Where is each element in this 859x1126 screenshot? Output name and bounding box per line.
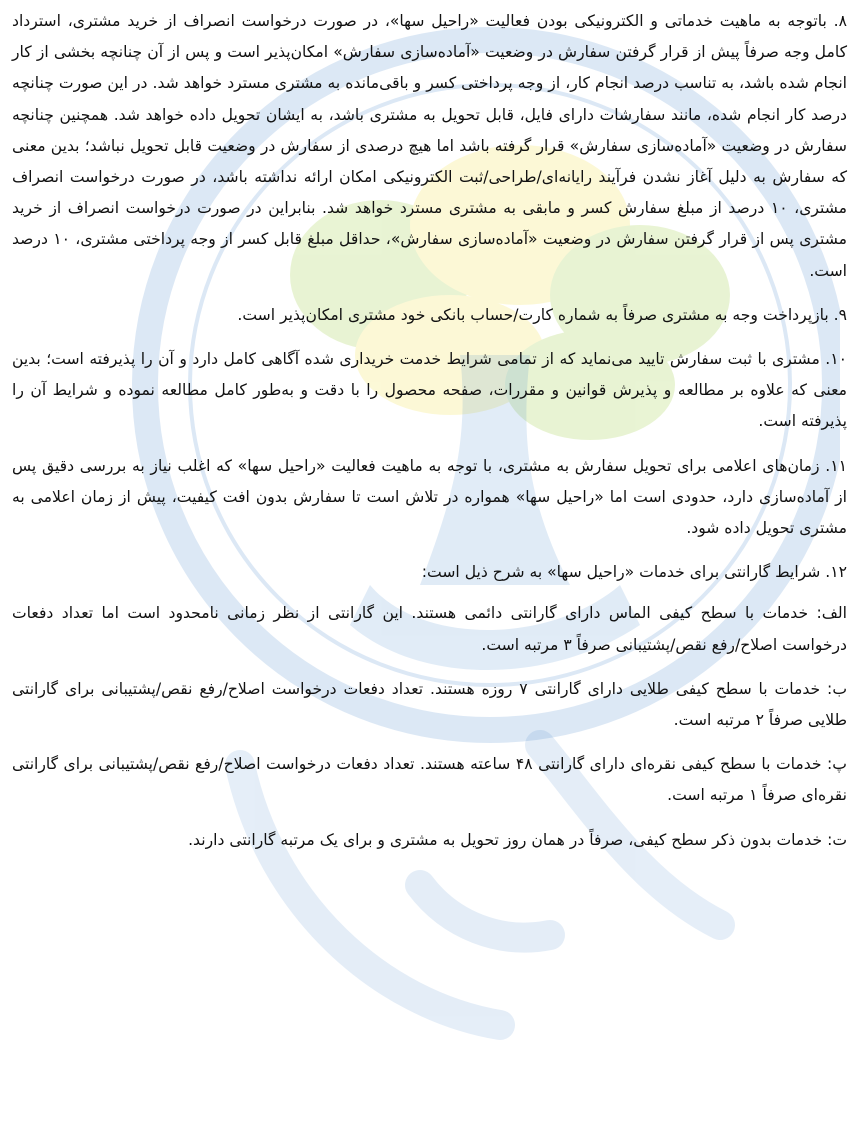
warranty-clause-alef: الف: خدمات با سطح کیفی الماس دارای گارانتی دائمی هستند. این گارانتی از نظر زمانی نامحدود است اما تعداد دفعات درخواست اصلاح/رفع نقص/پشتیبانی صرفاً ۳ مرتبه است. — [12, 604, 847, 654]
warranty-clause-pe: پ: خدمات با سطح کیفی نقره‌ای دارای گارانتی ۴۸ ساعته هستند. تعداد دفعات درخواست اصلاح/رفع نقص/پشتیبانی برای گارانتی نقره‌ای صرفاً ۱ مرتبه است. — [12, 755, 847, 805]
warranty-clause-te: ت: خدمات بدون ذکر سطح کیفی، صرفاً در همان روز تحویل به مشتری و برای یک مرتبه گارانتی دارند. — [188, 830, 847, 849]
terms-clause-8: ۸. باتوجه به ماهیت خدماتی و الکترونیکی بودن فعالیت «راحیل سها»، در صورت درخواست انصراف از خرید مشتری، استرداد کامل وجه صرفاً پیش از قرار گرفتن سفارش در وضعیت «آماده‌سازی سفارش» امکان‌پذیر است و پس از آن چنانچه بخشی از کار انجام شده باشد، به تناسب درصد انجام کار، از وجه پرداختی کسر و باقی‌مانده به مشتری مسترد خواهد شد. در این صورت چنانچه درصد کار انجام شده، مانند سفارشات دارای فایل، قابل تحویل به مشتری باشد، به ایشان تحویل داده خواهد شد. همچنین چنانچه سفارش در وضعیت «آماده‌سازی سفارش» قرار گرفته باشد اما هیچ درصدی از سفارش در وضعیت قابل تحویل نباشد؛ بدین معنی که سفارش به دلیل آغاز نشدن فرآیند رایانه‌ای/طراحی/ثبت الکترونیکی امکان ارائه نداشته باشد، در صورت درخواست انصراف مشتری، ۱۰ درصد از مبلغ سفارش کسر و مابقی به مشتری مسترد خواهد شد. بنابراین در صورت درخواست انصراف از خرید مشتری پس از قرار گرفتن سفارش در وضعیت «آماده‌سازی سفارش»، حداقل مبلغ قابل کسر از وجه پرداختی مشتری، ۱۰ درصد است. — [12, 12, 847, 280]
terms-clause-11: ۱۱. زمان‌های اعلامی برای تحویل سفارش به مشتری، با توجه به ماهیت فعالیت «راحیل سها» که اغلب نیاز به بررسی دقیق پس از آماده‌سازی دارد، حدودی است اما «راحیل سها» همواره در تلاش است تا سفارش بدون افت کیفیت، پیش از زمان اعلامی به مشتری تحویل داده شود. — [12, 456, 847, 538]
terms-clause-12-heading: ۱۲. شرایط گارانتی برای خدمات «راحیل سها» به شرح ذیل است: — [421, 563, 847, 582]
terms-clause-10: ۱۰. مشتری با ثبت سفارش تایید می‌نماید که از تمامی شرایط خدمت خریداری شده آگاهی کامل دارد و آن را پذیرفته است؛ بدین معنی که علاوه بر مطالعه و پذیرش قوانین و مقررات، صفحه محصول را با دقت و به‌طور کامل مطالعه نموده و شرایط آن را پذیرفته است. — [12, 350, 847, 431]
warranty-clause-be: ب: خدمات با سطح کیفی طلایی دارای گارانتی ۷ روزه هستند. تعداد دفعات درخواست اصلاح/رفع نقص/پشتیبانی برای گارانتی طلایی صرفاً ۲ مرتبه است. — [12, 679, 847, 730]
terms-clause-9: ۹. بازپرداخت وجه به مشتری صرفاً به شماره کارت/حساب بانکی خود مشتری امکان‌پذیر است. — [237, 305, 847, 324]
